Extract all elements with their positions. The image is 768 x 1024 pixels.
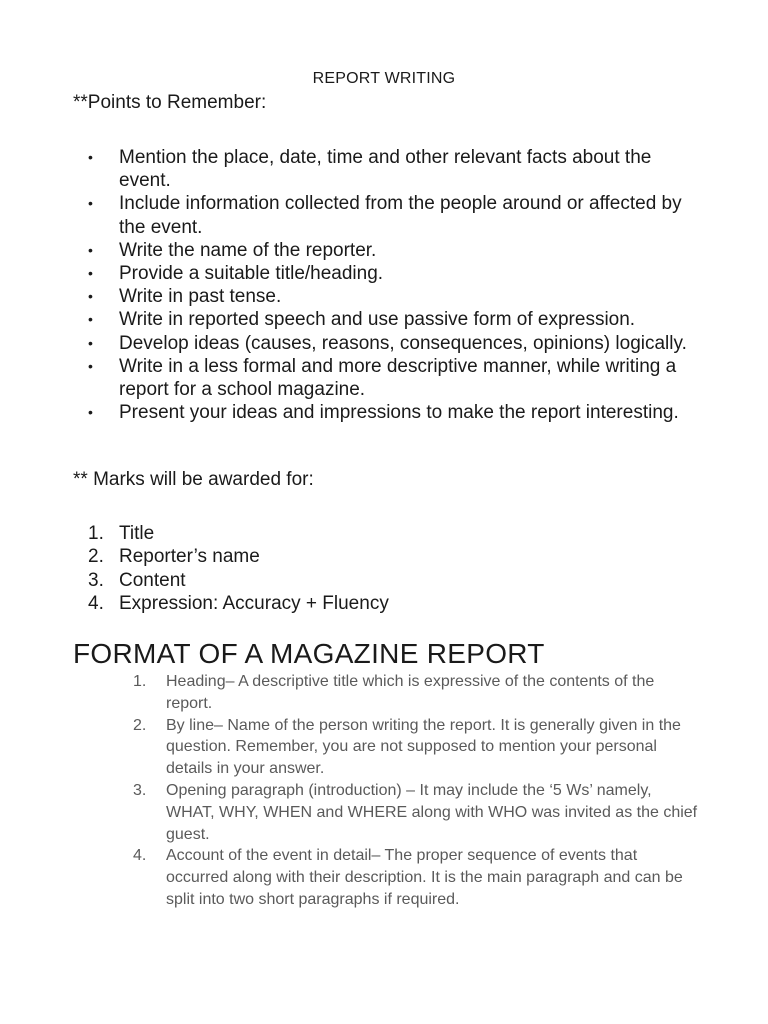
mark-text: Title — [119, 523, 155, 544]
list-item — [0, 780, 700, 845]
list-item — [0, 671, 700, 715]
point-text: Present your ideas and impressions to make the report interesting. — [119, 402, 679, 424]
list-item — [0, 569, 700, 592]
item-number: 2. — [133, 716, 147, 734]
item-number: 4. — [133, 847, 147, 865]
point-text: Mention the place, date, time and other relevant facts about the event. — [119, 147, 652, 192]
mark-text: Expression: Accuracy + Fluency — [119, 592, 389, 614]
point-text: Include information collected from the people around or affected by the event. — [119, 193, 682, 238]
list-item — [0, 332, 700, 355]
item-number: 1. — [133, 673, 147, 690]
bullet-icon: • — [88, 334, 93, 351]
list-item — [0, 592, 700, 615]
list-item — [0, 401, 700, 424]
item-number: 3. — [133, 781, 147, 799]
points-list — [0, 146, 700, 424]
format-text: Opening paragraph (introduction) – It may include the ‘5 Ws’ namely, WHAT, WHY, WHEN and WHERE along with WHO was invited as the chief guest. — [166, 781, 698, 843]
point-text: Write in reported speech and use passive form of expression. — [119, 309, 636, 331]
format-text: By line– Name of the person writing the report. It is generally given in the question. Remember, you are not supposed to mention your personal details in your answer. — [166, 716, 681, 778]
page-title: REPORT WRITING — [312, 70, 456, 87]
format-list — [0, 671, 700, 911]
item-number: 3. — [88, 569, 104, 591]
point-text: Write in past tense. — [119, 286, 282, 308]
bullet-icon: • — [88, 265, 93, 282]
mark-text: Reporter’s name — [119, 546, 260, 568]
marks-list — [0, 522, 700, 615]
list-item — [0, 285, 700, 308]
format-text: Heading– A descriptive title which is expressive of the contents of the report. — [166, 673, 655, 712]
item-number: 2. — [88, 546, 104, 568]
list-item — [0, 192, 700, 238]
list-item — [0, 239, 700, 262]
points-heading: **Points to Remember: — [73, 92, 267, 113]
point-text: Provide a suitable title/heading. — [119, 263, 384, 285]
bullet-icon: • — [88, 288, 93, 305]
point-text: Write the name of the reporter. — [119, 239, 377, 261]
list-item — [0, 545, 700, 568]
mark-text: Content — [119, 569, 186, 591]
item-number: 4. — [88, 592, 104, 614]
format-text: Account of the event in detail– The proper sequence of events that occurred along with their description. It is the main paragraph and can be split into two short paragraphs if required. — [166, 847, 683, 908]
list-item — [0, 845, 700, 910]
list-item — [0, 522, 700, 545]
bullet-icon: • — [88, 195, 93, 212]
list-item — [0, 262, 700, 285]
item-number: 1. — [88, 523, 104, 544]
list-item — [0, 146, 700, 192]
point-text: Write in a less formal and more descriptive manner, while writing a report for a school magazine. — [119, 355, 677, 401]
list-item — [0, 355, 700, 401]
list-item — [0, 308, 700, 331]
bullet-icon: • — [88, 357, 93, 374]
bullet-icon: • — [88, 149, 93, 165]
list-item — [0, 715, 700, 780]
format-heading: FORMAT OF A MAGAZINE REPORT — [73, 638, 545, 669]
bullet-icon: • — [88, 241, 93, 258]
point-text: Develop ideas (causes, reasons, consequences, opinions) logically. — [119, 332, 687, 354]
bullet-icon: • — [88, 404, 93, 421]
bullet-icon: • — [88, 311, 93, 328]
marks-heading: ** Marks will be awarded for: — [73, 469, 314, 490]
